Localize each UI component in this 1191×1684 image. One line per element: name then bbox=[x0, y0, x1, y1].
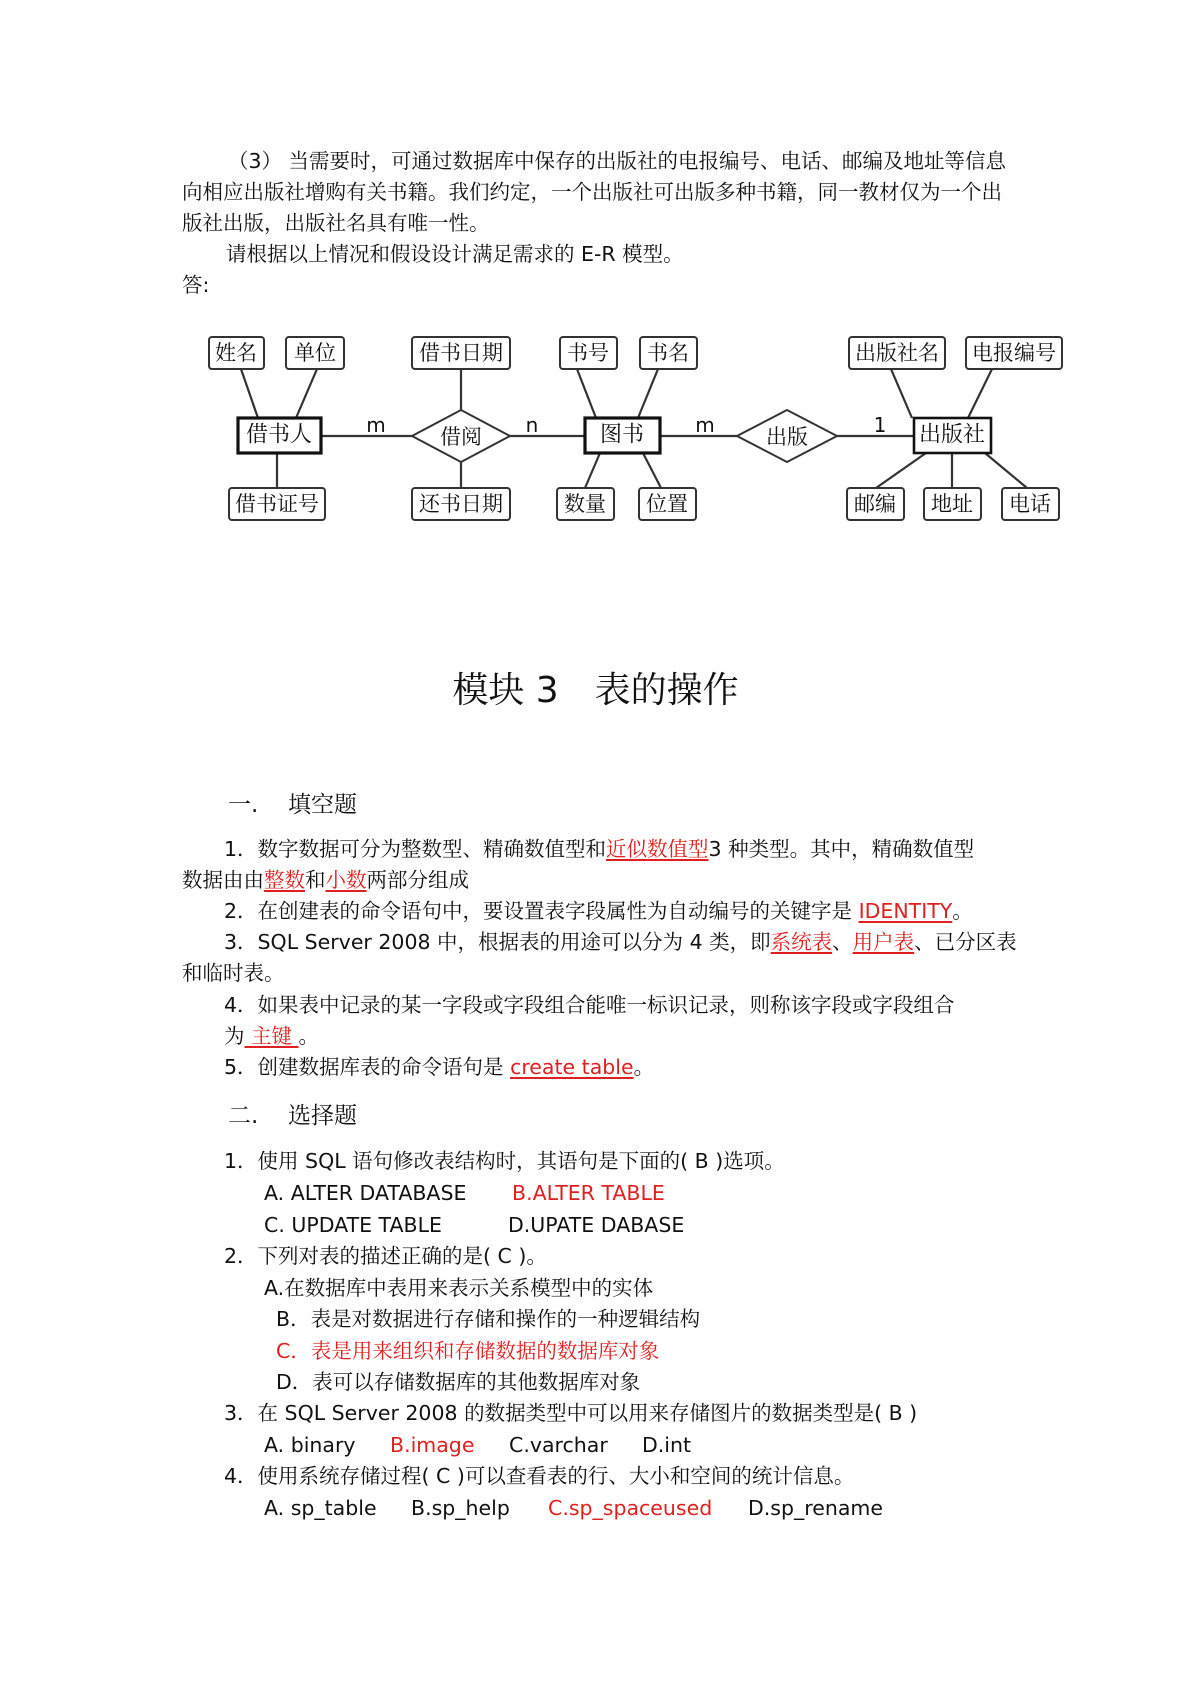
attr-phone: 电话 bbox=[1009, 492, 1051, 516]
cardinality-m-2: m bbox=[695, 413, 715, 437]
attr-card-no: 借书证号 bbox=[235, 492, 319, 516]
relation-publish: 出版 bbox=[766, 425, 808, 449]
attr-book-name: 书名 bbox=[647, 341, 689, 365]
choice-q4-option-b: B.sp_help bbox=[411, 1496, 510, 1520]
choice-q3-option-c: C.varchar bbox=[509, 1433, 608, 1457]
fill-q5-answer: create table bbox=[510, 1055, 634, 1079]
fill-q4-line2 bbox=[224, 1021, 319, 1051]
choice-q2-option-a: A.在数据库中表用来表示关系模型中的实体 bbox=[264, 1276, 654, 1300]
intro-line-1: （3） 当需要时，可通过数据库中保存的出版社的电报编号、电话、邮编及地址等信息 bbox=[228, 149, 1007, 173]
fill-q3-sep: 、 bbox=[832, 930, 853, 954]
attr-address: 地址 bbox=[931, 492, 973, 516]
section1-heading bbox=[228, 789, 357, 821]
fill-q5-text-b: 。 bbox=[633, 1055, 655, 1079]
choice-q1-option-d: D.UPATE DABASE bbox=[508, 1213, 685, 1237]
fill-q3-line1 bbox=[224, 927, 1017, 957]
fill-q3-text-b: 、已分区表 bbox=[914, 930, 1017, 954]
entity-publisher: 出版社 bbox=[918, 422, 986, 448]
choice-q2: 2．下列对表的描述正确的是( C )。 bbox=[224, 1244, 547, 1268]
fill-q3-answer-2: 用户表 bbox=[852, 930, 915, 954]
intro-line-3: 版社出版，出版社名具有唯一性。 bbox=[182, 211, 490, 235]
choice-q3: 3．在 SQL Server 2008 的数据类型中可以用来存储图片的数据类型是( B ) bbox=[224, 1401, 918, 1425]
choice-q1: 1．使用 SQL 语句修改表结构时，其语句是下面的( B )选项。 bbox=[224, 1149, 785, 1173]
fill-q2-text-b: 。 bbox=[952, 899, 973, 923]
choice-q1-option-c: C. UPDATE TABLE bbox=[264, 1213, 442, 1237]
choice-q1-option-a: A. ALTER DATABASE bbox=[264, 1181, 467, 1205]
fill-q5 bbox=[224, 1052, 654, 1082]
fill-q1-text-a: 1．数字数据可分为整数型、精确数值型和 bbox=[224, 837, 607, 861]
choice-q4-option-c: C.sp_spaceused bbox=[548, 1496, 713, 1520]
choice-q1-option-b: B.ALTER TABLE bbox=[512, 1181, 665, 1205]
attr-telegraph-no: 电报编号 bbox=[972, 341, 1056, 365]
fill-q2-answer: IDENTITY bbox=[858, 899, 953, 923]
fill-q1-answer: 近似数值型 bbox=[606, 837, 709, 861]
attr-unit: 单位 bbox=[294, 341, 336, 365]
intro-instruction: 请根据以上情况和假设设计满足需求的 E-R 模型。 bbox=[226, 242, 684, 266]
attr-book-no: 书号 bbox=[567, 341, 609, 365]
fill-q1-text-b: 3 种类型。其中，精确数值型 bbox=[708, 837, 975, 861]
choice-q3-option-b: B.image bbox=[390, 1433, 475, 1457]
choice-q2-option-d: D．表可以存储数据库的其他数据库对象 bbox=[276, 1370, 641, 1394]
fill-q3-text-a: 3．SQL Server 2008 中，根据表的用途可以分为 4 类，即 bbox=[224, 930, 771, 954]
section1-number: 一. bbox=[228, 792, 259, 818]
section1-title: 填空题 bbox=[288, 792, 357, 818]
intro-line-2: 向相应出版社增购有关书籍。我们约定，一个出版社可出版多种书籍，同一教材仅为一个出 bbox=[182, 180, 1002, 204]
fill-q4-line1: 4．如果表中记录的某一字段或字段组合能唯一标识记录，则称该字段或字段组合 bbox=[224, 993, 955, 1017]
choice-q2-option-b: B．表是对数据进行存储和操作的一种逻辑结构 bbox=[276, 1307, 701, 1331]
fill-q1-answer-2: 整数 bbox=[264, 868, 305, 892]
fill-q2-text-a: 2．在创建表的命令语句中，要设置表字段属性为自动编号的关键字是 bbox=[224, 899, 859, 923]
fill-q1-line1 bbox=[224, 834, 974, 864]
attr-return-date: 还书日期 bbox=[419, 492, 503, 516]
section2-heading bbox=[228, 1100, 357, 1132]
section2-title: 选择题 bbox=[288, 1103, 357, 1129]
fill-q5-text-a: 5．创建数据库表的命令语句是 bbox=[224, 1055, 511, 1079]
relation-borrow: 借阅 bbox=[440, 425, 482, 449]
fill-q4-text-c: 。 bbox=[298, 1024, 320, 1048]
attr-borrow-date: 借书日期 bbox=[419, 341, 503, 365]
answer-label: 答: bbox=[182, 273, 210, 297]
cardinality-1: 1 bbox=[873, 413, 887, 437]
fill-q1-line2 bbox=[182, 865, 469, 895]
fill-q4-text-b: 为 bbox=[224, 1024, 245, 1048]
choice-q4-option-d: D.sp_rename bbox=[748, 1496, 883, 1520]
choice-q3-option-d: D.int bbox=[642, 1433, 692, 1457]
attr-publisher-name: 出版社名 bbox=[855, 341, 939, 365]
fill-q1-text-d: 和 bbox=[305, 868, 326, 892]
cardinality-n: n bbox=[525, 413, 539, 437]
section2-number: 二. bbox=[228, 1103, 259, 1129]
fill-q3-answer-1: 系统表 bbox=[770, 930, 833, 954]
attr-name: 姓名 bbox=[215, 341, 257, 365]
fill-q1-text-c: 数据由由 bbox=[182, 868, 264, 892]
attr-quantity: 数量 bbox=[564, 492, 606, 516]
attr-location: 位置 bbox=[646, 492, 688, 516]
fill-q1-answer-3: 小数 bbox=[325, 868, 367, 892]
entity-book: 图书 bbox=[599, 422, 645, 448]
fill-q4-answer: 主键 bbox=[244, 1024, 299, 1048]
choice-q2-option-c: C．表是用来组织和存储数据的数据库对象 bbox=[276, 1339, 660, 1363]
fill-q1-text-e: 两部分组成 bbox=[366, 868, 469, 892]
choice-q3-option-a: A. binary bbox=[264, 1433, 356, 1457]
cardinality-m-1: m bbox=[366, 413, 386, 437]
fill-q2 bbox=[224, 896, 973, 926]
fill-q3-line2: 和临时表。 bbox=[182, 961, 285, 985]
choice-q4: 4．使用系统存储过程( C )可以查看表的行、大小和空间的统计信息。 bbox=[224, 1464, 855, 1488]
module-title: 模块 3 表的操作 bbox=[452, 670, 739, 711]
choice-q4-option-a: A. sp_table bbox=[264, 1496, 377, 1520]
entity-borrower: 借书人 bbox=[245, 422, 313, 448]
attr-postcode: 邮编 bbox=[854, 492, 896, 516]
er-diagram bbox=[0, 0, 1191, 540]
